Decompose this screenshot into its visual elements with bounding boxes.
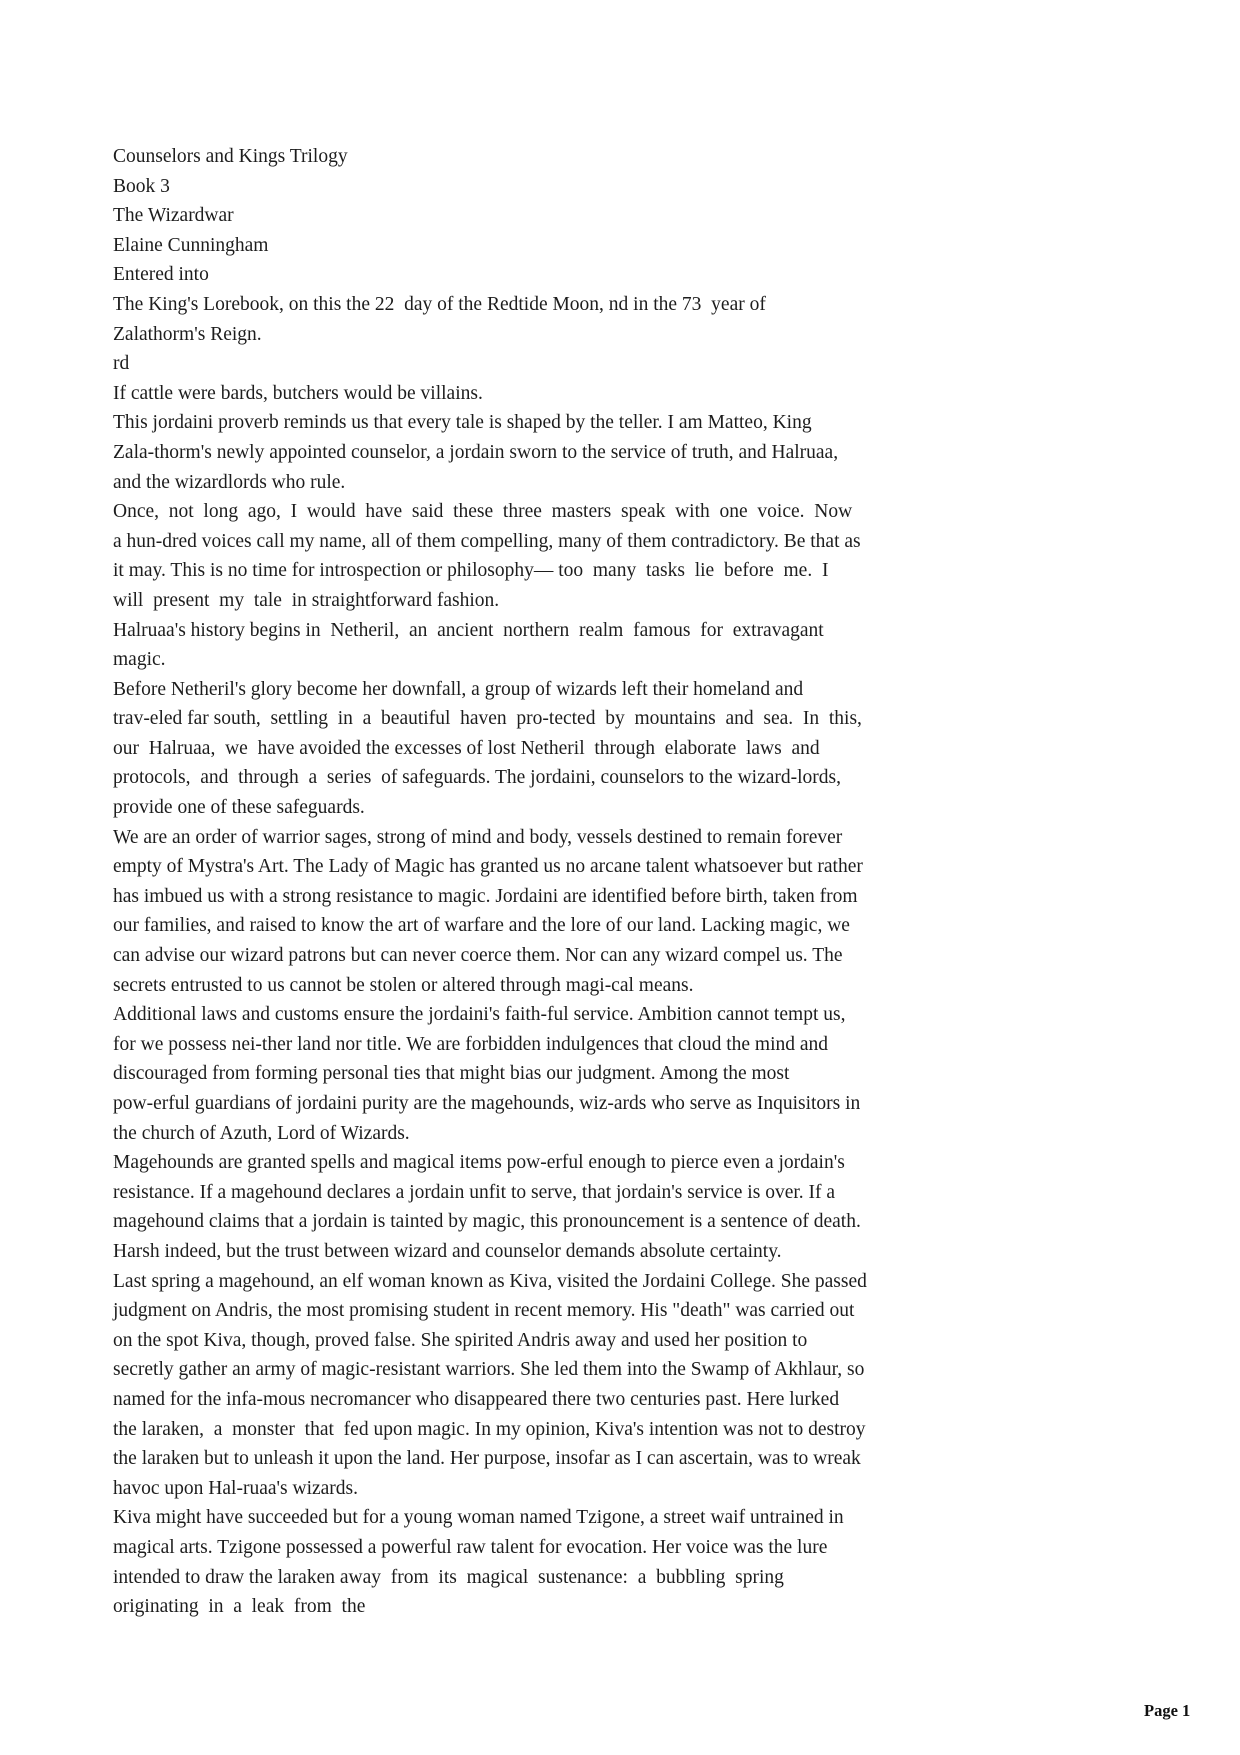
text-line: This jordaini proverb reminds us that every tale is shaped by the teller. I am Matteo, King (113, 412, 812, 434)
text-line: Halruaa's history begins in Netheril, an ancient northern realm famous for extravagant (113, 619, 824, 641)
page-number: Page 1 (1144, 1701, 1191, 1720)
text-line: rd (113, 353, 130, 375)
text-line: Entered into (113, 264, 209, 286)
text-line: Kiva might have succeeded but for a young woman named Tzigone, a street waif untrained in (113, 1507, 844, 1529)
text-line: Once, not long ago, I would have said these three masters speak with one voice. Now (113, 501, 853, 523)
text-line: Last spring a magehound, an elf woman known as Kiva, visited the Jordaini College. She passed (113, 1270, 867, 1292)
text-line: the laraken, a monster that fed upon magic. In my opinion, Kiva's intention was not to destroy (113, 1418, 866, 1440)
text-line: If cattle were bards, butchers would be villains. (113, 382, 483, 404)
text-line: Zala-thorm's newly appointed counselor, a jordain sworn to the service of truth, and Halruaa, (113, 441, 839, 463)
text-line: Elaine Cunningham (113, 234, 269, 256)
text-line: provide one of these safeguards. (113, 797, 365, 819)
text-line: a hun-dred voices call my name, all of them compelling, many of them contradictory. Be that as (113, 530, 861, 552)
text-line: judgment on Andris, the most promising student in recent memory. His "death" was carried out (113, 1300, 855, 1322)
text-line: secrets entrusted to us cannot be stolen or altered through magi-cal means. (113, 974, 694, 996)
text-line: intended to draw the laraken away from its magical sustenance: a bubbling spring (113, 1566, 784, 1588)
text-line: named for the infa-mous necromancer who disappeared there two centuries past. Here lurked (113, 1388, 840, 1410)
text-line: Before Netheril's glory become her downfall, a group of wizards left their homeland and (113, 678, 804, 700)
text-line: The King's Lorebook, on this the 22 day of the Redtide Moon, nd in the 73 year of (113, 293, 766, 315)
text-line: trav-eled far south, settling in a beautiful haven pro-tected by mountains and sea. In this, (113, 708, 862, 730)
text-line: Book 3 (113, 175, 170, 197)
text-line: discouraged from forming personal ties that might bias our judgment. Among the most (113, 1063, 790, 1085)
text-line: Counselors and Kings Trilogy (113, 146, 348, 167)
text-line: our families, and raised to know the art of warfare and the lore of our land. Lacking magic, we (113, 915, 850, 937)
text-line: Zalathorm's Reign. (113, 323, 262, 345)
text-line: The Wizardwar (113, 205, 234, 227)
text-line: has imbued us with a strong resistance to magic. Jordaini are identified before birth, taken from (113, 885, 858, 907)
text-line: on the spot Kiva, though, proved false. She spirited Andris away and used her position to (113, 1329, 808, 1351)
text-line: pow-erful guardians of jordaini purity are the magehounds, wiz-ards who serve as Inquisitors in (113, 1093, 861, 1114)
text-line: protocols, and through a series of safeguards. The jordaini, counselors to the wizard-lords, (113, 767, 841, 789)
text-line: originating in a leak from the (113, 1596, 366, 1618)
text-block (113, 142, 1018, 1622)
text-line: can advise our wizard patrons but can never coerce them. Nor can any wizard compel us. The (113, 945, 843, 967)
text-line: will present my tale in straightforward fashion. (113, 589, 500, 611)
text-line: it may. This is no time for introspection or philosophy— too many tasks lie before me. I (113, 560, 829, 582)
text-line: Additional laws and customs ensure the jordaini's faith-ful service. Ambition cannot tempt us, (113, 1004, 846, 1026)
text-line: secretly gather an army of magic-resistant warriors. She led them into the Swamp of Akhlaur, so (113, 1359, 865, 1381)
text-line: magehound claims that a jordain is tainted by magic, this pronouncement is a sentence of death. (113, 1211, 861, 1233)
text-line: empty of Mystra's Art. The Lady of Magic has granted us no arcane talent whatsoever but rather (113, 856, 863, 878)
text-line: We are an order of warrior sages, strong of mind and body, vessels destined to remain forever (113, 826, 843, 848)
text-line: resistance. If a magehound declares a jordain unfit to serve, that jordain's service is over. If a (113, 1181, 836, 1203)
text-line: Magehounds are granted spells and magical items pow-erful enough to pierce even a jordain's (113, 1152, 845, 1174)
text-line: and the wizardlords who rule. (113, 471, 346, 493)
text-line: magical arts. Tzigone possessed a powerful raw talent for evocation. Her voice was the lure (113, 1536, 828, 1558)
text-line: havoc upon Hal-ruaa's wizards. (113, 1477, 359, 1499)
text-line: magic. (113, 649, 166, 671)
text-line: for we possess nei-ther land nor title. We are forbidden indulgences that cloud the mind and (113, 1033, 829, 1055)
text-line: the church of Azuth, Lord of Wizards. (113, 1122, 410, 1144)
text-line: our Halruaa, we have avoided the excesses of lost Netheril through elaborate laws and (113, 737, 820, 759)
text-line: the laraken but to unleash it upon the land. Her purpose, insofar as I can ascertain, was to wreak (113, 1448, 861, 1470)
text-line: Harsh indeed, but the trust between wizard and counselor demands absolute certainty. (113, 1240, 782, 1262)
